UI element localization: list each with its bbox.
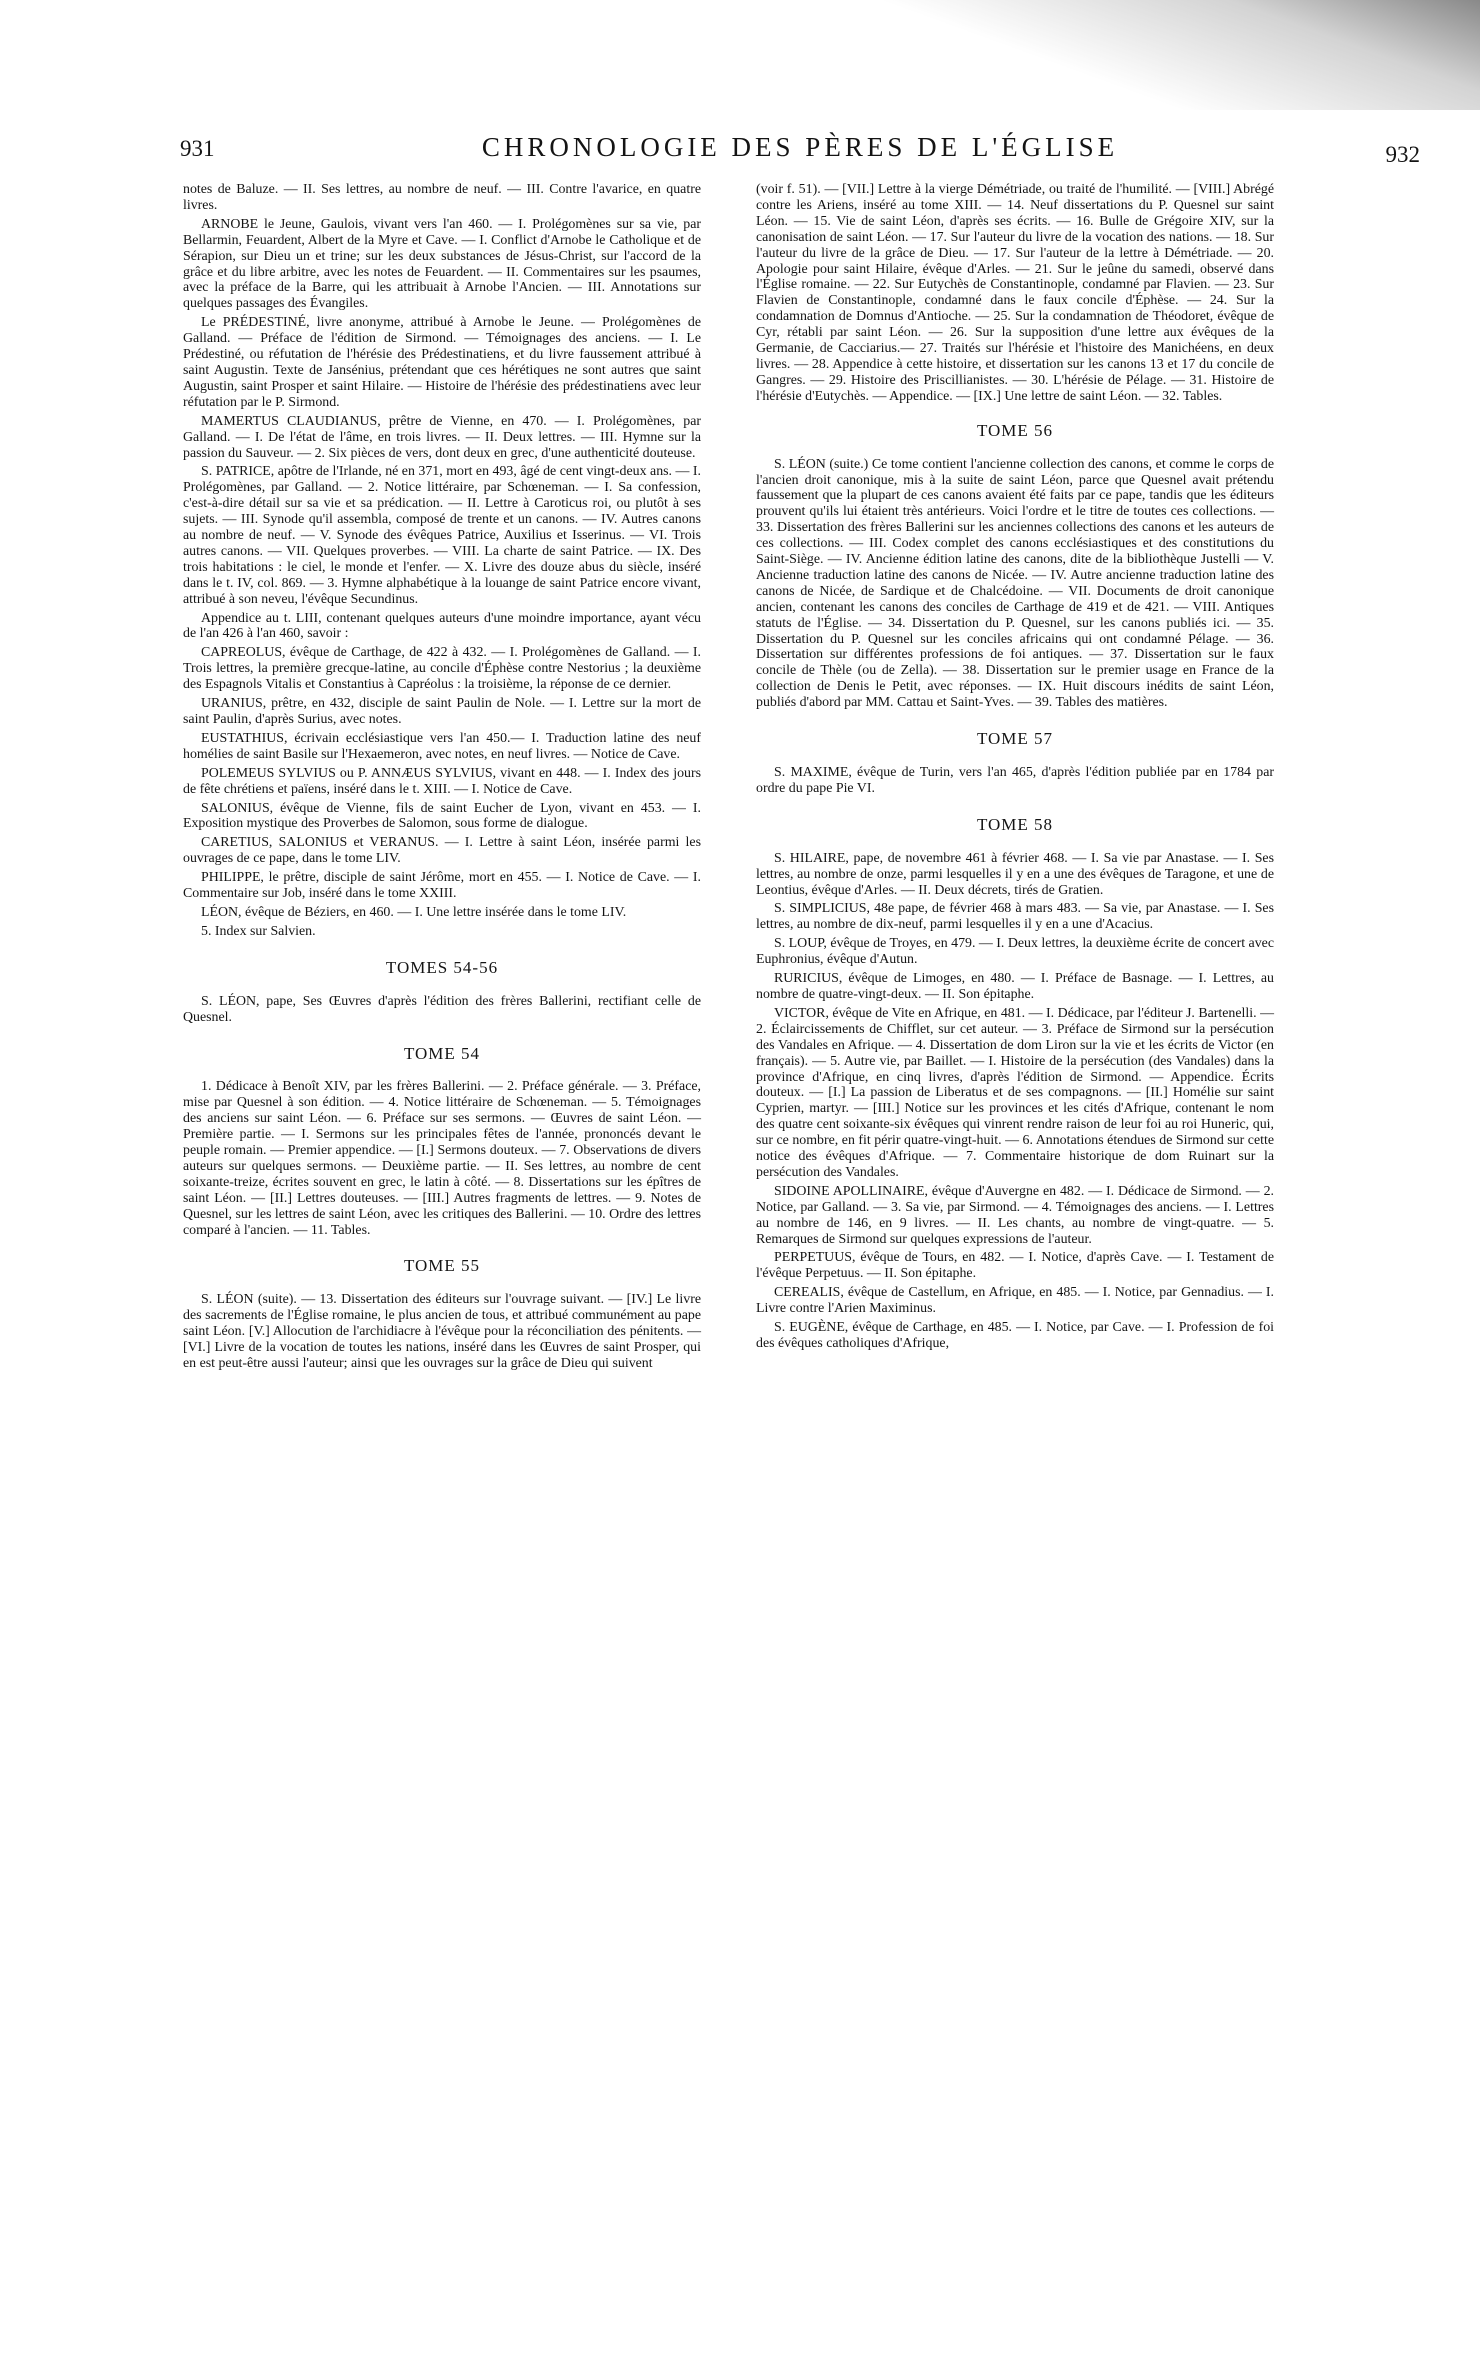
- entry-polemeus: POLEMEUS SYLVIUS ou P. ANNÆUS SYLVIUS, vivant en 448. — I. Index des jours de fête chrétiens et païens, inséré dans le t. XIII. — I. Notice de Cave.: [183, 765, 701, 797]
- entry-tome-56: S. LÉON (suite.) Ce tome contient l'ancienne collection des canons, et comme le corps de l'ancien droit canonique, mis à la suite de saint Léon, parce que Quesnel avait prétendu faussement que la plupart de ces canons avaient été faits par ce pape, tandis que les éditeurs prouvent qu'ils lui étaient très antérieurs. Voici l'ordre et le titre de toutes ces collections. — 33. Dissertation des frères Ballerini sur les anciennes collections des canons et les auteurs de ces collections. — III. Codex complet des canons ecclésiastiques et des constitutions du Saint-Siège. — IV. Ancienne édition latine des canons, dite de la bibliothèque Justelli — V. Ancienne traduction latine des canons de Nicée. — IV. Autre ancienne traduction latine des canons de Nicée, de Sardique et de Chalcédoine. — VII. Documents de droit canonique ancien, contenant les canons des conciles de Carthage de 419 et de 421. — VIII. Antiques statuts de l'Église. — 34. Dissertation du P. Quesnel, sur les canons publiés ici. — 35. Dissertation du P. Quesnel sur les conciles africains qui ont condamné Pélage. — 36. Dissertation sur différentes professions de foi antiques. — 37. Dissertation sur le faux concile de Thèle (ou de Zella). — 38. Dissertation sur le premier usage en France de la collection de Denis le Petit, avec réponses. — IX. Huit discours inédits de saint Léon, publiés d'abord par MM. Cattau et Saint-Yves. — 39. Tables des matières.: [756, 456, 1274, 711]
- left-column: [183, 182, 701, 1375]
- entry-hilaire: S. HILAIRE, pape, de novembre 461 à février 468. — I. Sa vie par Anastase. — I. Ses lettres, au nombre de onze, parmi lesquelles il y en a une des évêques de Taragone, et une de Leontius, évêque d'Arles. — II. Deux décrets, tirés de Gratien.: [756, 850, 1274, 898]
- entry-cerealis: CEREALIS, évêque de Castellum, en Afrique, en 485. — I. Notice, par Gennadius. — I. Livre contre l'Arien Maximinus.: [756, 1285, 1274, 1317]
- heading-tome-55: TOME 55: [403, 1256, 481, 1276]
- entry-caretius: CARETIUS, SALONIUS et VERANUS. — I. Lettre à saint Léon, insérée parmi les ouvrages de ce pape, dans le tome LIV.: [183, 835, 701, 867]
- heading-tome-58: TOME 58: [976, 814, 1054, 834]
- entry-mamertus: MAMERTUS CLAUDIANUS, prêtre de Vienne, en 470. — I. Prolégomènes, par Galland. — I. De l'état de l'âme, en trois livres. — II. Deux lettres. — III. Hymne sur la passion du Sauveur. — 2. Six pièces de vers, dont deux en grec, d'une authenticité douteuse.: [183, 413, 701, 461]
- entry-salvien-notes: notes de Baluze. — II. Ses lettres, au nombre de neuf. — III. Contre l'avarice, en quatre livres.: [183, 182, 701, 213]
- entry-appendice: Appendice au t. LIII, contenant quelques auteurs d'une moindre importance, ayant vécu de l'an 426 à l'an 460, savoir :: [183, 610, 701, 642]
- entry-tome-55: S. LÉON (suite). — 13. Dissertation des éditeurs sur l'ouvrage suivant. — [IV.] Le livre des sacrements de l'Église romaine, le plus ancien de tous, et attribué communément au pape saint Léon. [V.] Allocution de l'archidiacre à l'évêque pour la réconciliation des pénitents. — [VI.] Livre de la vocation de toutes les nations, inséré dans les Œuvres de saint Prosper, qui en est peut-être aussi l'auteur; ainsi que les ouvrages sur la grâce de Dieu qui suivent: [183, 1292, 701, 1371]
- entry-patrice: S. PATRICE, apôtre de l'Irlande, né en 371, mort en 493, âgé de cent vingt-deux ans. — I. Prolégomènes, par Galland. — 2. Notice littéraire, par Schœneman. — I. Sa confession, c'est-à-dire détail sur sa vie et sa prédication. — II. Lettre à Caroticus roi, ou plutôt à ses sujets. — III. Synode qu'il assembla, composé de trente et un canons. — IV. Autres canons au nombre de neuf. — V. Synode des évêques Patrice, Auxilius et Isserinus. — VI. Trois autres canons. — VII. Quelques proverbes. — VIII. La charte de saint Patrice. — IX. Des trois habitations : le ciel, le monde et l'enfer. — X. Livre des douze abus du siècle, inséré dans le t. IV, col. 869. — 3. Hymne alphabétique à la louange de saint Patrice encore vivant, attribué à son neveu, l'évêque Secundinus.: [183, 464, 701, 607]
- page-number-right: 932: [1385, 142, 1420, 167]
- running-title: CHRONOLOGIE DES PÈRES DE L'ÉGLISE: [481, 132, 1119, 162]
- entry-ruricius: RURICIUS, évêque de Limoges, en 480. — I. Préface de Basnage. — I. Lettres, au nombre de quatre-vingt-deux. — II. Son épitaphe.: [756, 971, 1274, 1002]
- entry-sidoine: SIDOINE APOLLINAIRE, évêque d'Auvergne en 482. — I. Dédicace de Sirmond. — 2. Notice, par Galland. — 3. Sa vie, par Sirmond. — 4. Témoignages des anciens. — I. Lettres au nombre de 146, en 9 livres. — II. Les chants, au nombre de vingt-quatre. — 5. Remarques de Sirmond sur quelques expressions de l'auteur.: [756, 1183, 1274, 1247]
- entry-leon-beziers: LÉON, évêque de Béziers, en 460. — I. Une lettre insérée dans le tome LIV.: [201, 904, 627, 920]
- entry-tome-55-continued: (voir f. 51). — [VII.] Lettre à la vierge Démétriade, ou traité de l'humilité. — [VIII.] Abrégé contre les Ariens, inséré au tome XIII. — 14. Neuf dissertations du P. Quesnel sur saint Léon. — 15. Vie de saint Léon, d'après ses écrits. — 16. Bulle de Grégoire XIV, sur la canonisation de saint Léon. — 17. Sur l'auteur du livre de la vocation des nations. — 18. Sur l'auteur du livre de la grâce de Dieu. — 17. Sur l'auteur de la lettre à Démétriade. — 20. Apologie pour saint Hilaire, évêque d'Arles. — 21. Sur le jeûne du samedi, observé dans l'Église romaine. — 22. Sur Eutychès de Constantinople, condamné par Flavien. — 23. Sur Flavien de Constantinople, condamné dans le faux concile d'Éphèse. — 24. Sur la condamnation de Domnus d'Antioche. — 25. Sur la condamnation de Théodoret, évêque de Cyr, rétabli par saint Léon. — 26. Sur la supposition d'une lettre aux évêques de la Germanie, de Cacciarius.— 27. Traités sur l'hérésie et l'histoire des Manichéens, en deux livres. — 28. Appendice à cette histoire, et dissertation sur les canons 13 et 17 du concile de Gangres. — 29. Histoire des Priscillianistes. — 30. L'hérésie de Pélage. — 31. Histoire de l'hérésie d'Eutychès. — Appendice. — [IX.] Une lettre de saint Léon. — 32. Tables.: [756, 182, 1274, 404]
- entry-perpetuus: PERPETUUS, évêque de Tours, en 482. — I. Notice, d'après Cave. — I. Testament de l'évêque Perpetuus. — II. Son épitaphe.: [756, 1250, 1274, 1282]
- entry-leon-pape: S. LÉON, pape, Ses Œuvres d'après l'édition des frères Ballerini, rectifiant celle de Quesnel.: [183, 993, 701, 1025]
- entry-loup: S. LOUP, évêque de Troyes, en 479. — I. Deux lettres, la deuxième écrite de concert avec Euphronius, évêque d'Autun.: [756, 936, 1274, 968]
- heading-tome-57: TOME 57: [976, 729, 1054, 749]
- entry-tome-54: 1. Dédicace à Benoît XIV, par les frères Ballerini. — 2. Préface générale. — 3. Préface, mise par Quesnel à son édition. — 4. Notice littéraire de Schœneman. — 5. Témoignages des anciens sur saint Léon. — 6. Préface sur ses sermons. — Œuvres de saint Léon. — Première partie. — I. Sermons sur les principales fêtes de l'année, prononcés devant le peuple romain. — Premier appendice. — [I.] Sermons douteux. — 7. Observations de divers auteurs sur quelques sermons. — Deuxième partie. — II. Ses lettres, au nombre de cent soixante-treize, écrites souvent en grec, le latin à côté. — 8. Dissertations sur les épîtres de saint Léon. — [II.] Lettres douteuses. — [III.] Autres fragments de lettres. — 9. Notes de Quesnel, sur les lettres de saint Léon, avec les critiques des Ballerini. — 10. Ordre des lettres comparé à l'ancien. — 11. Tables.: [183, 1079, 701, 1238]
- entry-maxime: S. MAXIME, évêque de Turin, vers l'an 465, d'après l'édition publiée par en 1784 par ordre du pape Pie VI.: [756, 765, 1274, 796]
- entry-victor: VICTOR, évêque de Vite en Afrique, en 481. — I. Dédicace, par l'éditeur J. Bartenelli. — 2. Éclaircissements de Chifflet, sur cet auteur. — 3. Préface de Sirmond sur la persécution des Vandales en Afrique. — 4. Dissertation de dom Liron sur la vie et les écrits de Victor (en français). — 5. Autre vie, par Baillet. — I. Histoire de la persécution (des Vandales) dans la province d'Afrique, en cinq livres, d'après l'édition de Sirmond. — Appendice. Écrits douteux. — [I.] La passion de Liberatus et de ses compagnons. — [II.] Homélie sur saint Cyprien, martyr. — [III.] Notice sur les provinces et les cités d'Afrique, contenant le nom des quatre cent soixante-six évêques qui vinrent rendre raison de leur foi au roi Huneric, qui, sur ce nombre, en fit périr quatre-vingt-huit. — 6. Annotations étendues de Sirmond sur cette notice des évêques d'Afrique. — 7. Commentaire historique de dom Ruinart sur la persécution des Vandales.: [756, 1005, 1274, 1180]
- entry-arnobe: ARNOBE le Jeune, Gaulois, vivant vers l'an 460. — I. Prolégomènes sur sa vie, par Bellarmin, Feuardent, Albert de la Myre et Cave. — I. Conflict d'Arnobe le Catholique et de Sérapion, sur Dieu un et trine; sur les deux substances de Jésus-Christ, sur l'accord de la grâce et du libre arbitre, avec les notes de Feuardent. — II. Commentaires sur les psaumes, avec la préface de la Barre, qui les attribuait à Arnobe l'Ancien. — III. Annotations sur quelques passages des Évangiles.: [183, 216, 701, 312]
- entry-eustathius: EUSTATHIUS, écrivain ecclésiastique vers l'an 450.— I. Traduction latine des neuf homélies de saint Basile sur l'Hexaemeron, avec notes, en neuf livres. — Notice de Cave.: [183, 730, 701, 762]
- entry-salonius: SALONIUS, évêque de Vienne, fils de saint Eucher de Lyon, vivant en 453. — I. Exposition mystique des Proverbes de Salomon, sous forme de dialogue.: [183, 800, 701, 832]
- right-column: [756, 182, 1274, 1355]
- page-header: [180, 132, 1420, 172]
- page-number-left: 931: [180, 136, 215, 161]
- heading-tome-54: TOME 54: [403, 1043, 481, 1063]
- entry-index-salvien: 5. Index sur Salvien.: [201, 923, 316, 939]
- heading-tomes-54-56: TOMES 54-56: [385, 957, 499, 977]
- entry-capreolus: CAPREOLUS, évêque de Carthage, de 422 à 432. — I. Prolégomènes de Galland. — I. Trois lettres, la première grecque-latine, au concile d'Éphèse contre Nestorius ; la deuxième des Espagnols Vitalis et Constantius à Capréolus : la troisième, la réponse de ce dernier.: [183, 645, 701, 693]
- scan-shadow: [780, 0, 1480, 110]
- entry-philippe: PHILIPPE, le prêtre, disciple de saint Jérôme, mort en 455. — I. Notice de Cave. — I. Commentaire sur Job, inséré dans le tome XXIII.: [183, 870, 701, 902]
- heading-tome-56: TOME 56: [976, 420, 1054, 440]
- entry-simplicius: S. SIMPLICIUS, 48e pape, de février 468 à mars 483. — Sa vie, par Anastase. — I. Ses lettres, au nombre de dix-neuf, parmi lesquelles il y en a une d'Acacius.: [756, 901, 1274, 933]
- entry-uranius: URANIUS, prêtre, en 432, disciple de saint Paulin de Nole. — I. Lettre sur la mort de saint Paulin, d'après Surius, avec notes.: [183, 696, 701, 727]
- entry-eugene: S. EUGÈNE, évêque de Carthage, en 485. — I. Notice, par Cave. — I. Profession de foi des évêques catholiques d'Afrique,: [756, 1320, 1274, 1351]
- entry-predestine: Le PRÉDESTINÉ, livre anonyme, attribué à Arnobe le Jeune. — Prolégomènes de Galland. — Préface de l'édition de Sirmond. — Témoignages des anciens. — I. Le Prédestiné, ou réfutation de l'hérésie des Prédestinatiens, et du livre faussement attribué à saint Augustin. Texte de Jansénius, prétendant que ces hérétiques ne sont autres que saint Augustin, saint Prosper et saint Hilaire. — Histoire de l'hérésie des prédestinatiens avec leur réfutation par le P. Sirmond.: [183, 315, 701, 410]
